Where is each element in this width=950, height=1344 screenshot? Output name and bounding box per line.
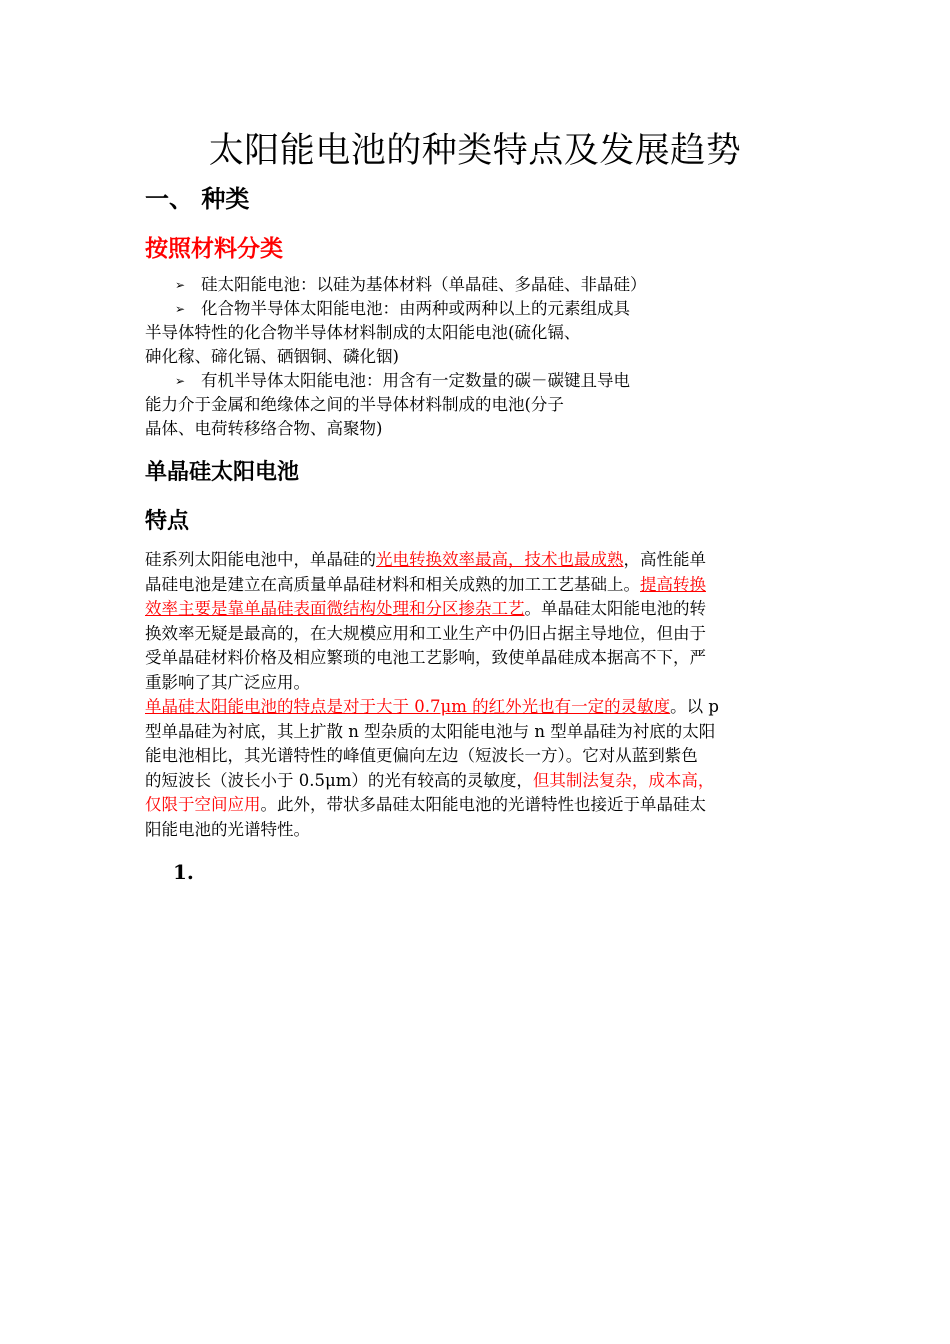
arrow-bullet-icon: ➢ xyxy=(175,374,186,388)
highlight-text: 单晶硅太阳能电池的特点是对于大于 0.7μm 的红外光也有一定的灵敏度 xyxy=(145,697,671,716)
subheading-by-material: 按照材料分类 xyxy=(145,236,283,262)
list-item-text-continued: 晶体、电荷转移络合物、高聚物) xyxy=(145,419,383,438)
material-type-list xyxy=(145,273,815,441)
list-item-text: 化合物半导体太阳能电池：由两种或两种以上的元素组成具 xyxy=(201,299,630,318)
document-title: 太阳能电池的种类特点及发展趋势 xyxy=(208,131,742,171)
heading-features: 特点 xyxy=(145,509,190,534)
features-paragraph-2: 单晶硅太阳能电池的特点是对于大于 0.7μm 的红外光也有一定的灵敏度。以 p 型单晶硅为衬底，其上扩散 n 型杂质的太阳能电池与 n 型单晶硅为衬底的太阳 能电池相比，其光谱特性的峰值更偏向左边（短波长一方）。它对从蓝到紫色 的短波长（波长小于 0.5μm）的光有较高的灵敏度，但其制法复杂，成本高， 仅限于空间应用。此外，带状多晶硅太阳能电池的光谱特性也接近于单晶硅太 阳能电池的光谱特性。 xyxy=(145,697,719,839)
arrow-bullet-icon: ➢ xyxy=(175,278,186,292)
list-item-text-continued: 能力介于金属和绝缘体之间的半导体材料制成的电池(分子 xyxy=(145,395,564,414)
highlight-text: 提高转换 xyxy=(640,574,706,594)
highlight-text: 效率主要是靠单晶硅表面微结构处理和分区掺杂工艺 xyxy=(145,599,525,618)
list-item-text: 硅太阳能电池：以硅为基体材料（单晶硅、多晶硅、非晶硅） xyxy=(201,275,647,294)
highlight-text: 仅限于空间应用 xyxy=(145,795,261,814)
list-item xyxy=(145,297,815,369)
list-item xyxy=(145,369,815,441)
list-item-text-continued: 半导体特性的化合物半导体材料制成的太阳能电池(硫化镉、 xyxy=(145,323,581,342)
highlight-text: 但其制法复杂，成本高， xyxy=(532,770,715,790)
features-paragraph-1: 硅系列太阳能电池中，单晶硅的光电转换效率最高，技术也最成熟，高性能单 晶硅电池是建立在高质量单晶硅材料和相关成熟的加工工艺基础上。提高转换 效率主要是靠单晶硅表面微结构处理和分区掺杂工艺。单晶硅太阳能电池的转 换效率无疑是最高的，在大规模应用和工业生产中仍旧占据主导地位，但由于 受单晶硅材料价格及相应繁琐的电池工艺影响，致使单晶硅成本据高不下，严 重影响了其广泛应用。 xyxy=(145,550,706,692)
heading-mono-silicon: 单晶硅太阳电池 xyxy=(145,460,300,485)
highlight-text: 光电转换效率最高，技术也最成熟 xyxy=(376,550,624,569)
arrow-bullet-icon: ➢ xyxy=(175,302,186,316)
list-item-text-continued: 砷化稼、碲化镉、硒铟铜、磷化铟) xyxy=(145,347,399,366)
list-item xyxy=(145,273,815,297)
numbered-list-marker: 1. xyxy=(173,860,194,884)
section-heading-types: 一、 种类 xyxy=(145,185,250,213)
list-item-text: 有机半导体太阳能电池：用含有一定数量的碳－碳键且导电 xyxy=(201,371,630,390)
